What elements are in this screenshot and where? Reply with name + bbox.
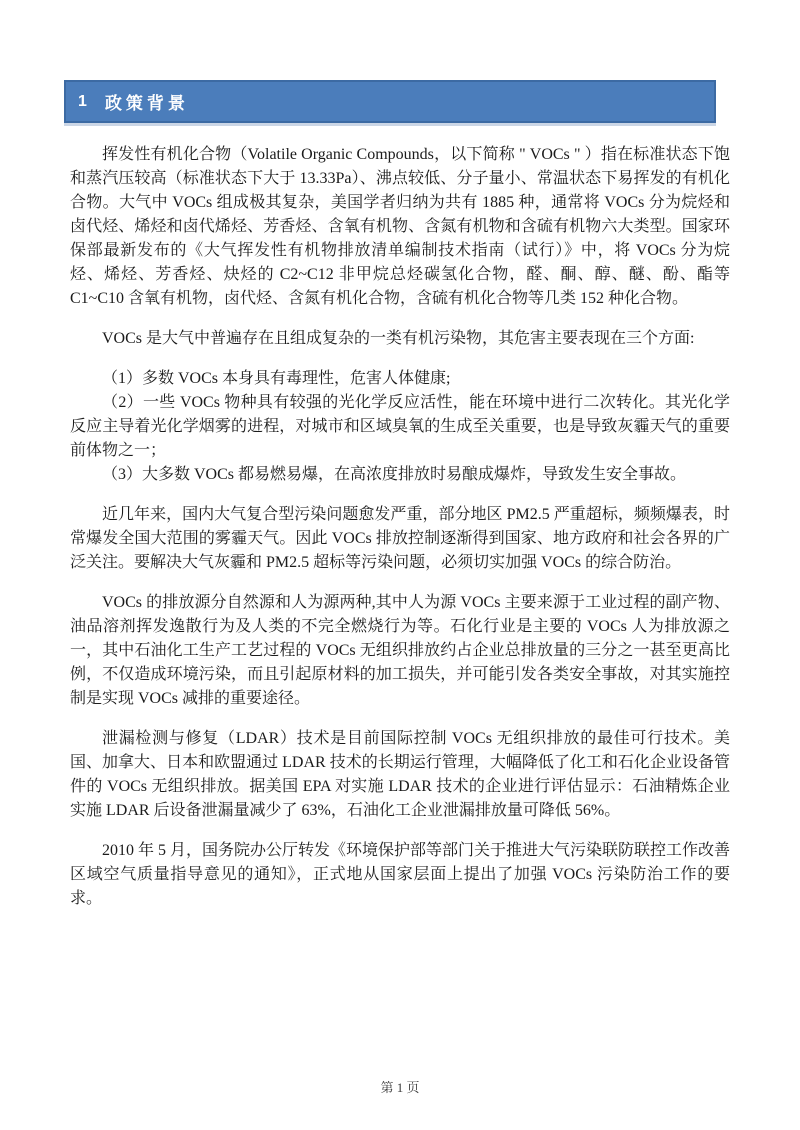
paragraph: （1）多数 VOCs 本身具有毒理性，危害人体健康; <box>102 370 451 387</box>
paragraph: 2010 年 5 月，国务院办公厅转发《环境保护部等部门关于推进大气污染联防联控工作改善区域空气质量指导意见的通知》，正式地从国家层面上提出了加强 VOCs 污染防治工作的要求。 <box>70 842 731 907</box>
paragraph: （3）大多数 VOCs 都易燃易爆，在高浓度排放时易酿成爆炸，导致发生安全事故。 <box>102 466 687 483</box>
paragraph: 泄漏检测与修复（LDAR）技术是目前国际控制 VOCs 无组织排放的最佳可行技术。美国、加拿大、日本和欧盟通过 LDAR 技术的长期运行管理，大幅降低了化工和石化企业设备管件的 VOCs 无组织排放。据美国 EPA 对实施 LDAR 技术的企业进行评估显示：石油精炼企业实施 LDAR 后设备泄漏量减少了 63%，石油化工企业泄漏排放量可降低 56%。 <box>70 730 730 819</box>
section-heading-number: 1 <box>78 92 87 110</box>
paragraph: 挥发性有机化合物（Volatile Organic Compounds，以下简称 " VOCs " ）指在标准状态下饱和蒸汽压较高（标准状态下大于 13.33Pa）、沸点较低、分子量小、常温状态下易挥发的有机化合物。大气中 VOCs 组成极其复杂，美国学者归纳为共有 1885 种，通常将 VOCs 分为烷烃和卤代烃、烯烃和卤代烯烃、芳香烃、含氧有机物、含氮有机物和含硫有机物六大类型。国家环保部最新发布的《大气挥发性有机物排放清单编制技术指南（试行）》中，将 VOCs 分为烷烃、烯烃、芳香烃、炔烃的 C2~C12 非甲烷总烃碳氢化合物，醛、酮、醇、醚、酚、酯等 C1~C10 含氧有机物，卤代烃、含氮有机化合物，含硫有机化合物等几类 152 种化合物。 <box>70 146 730 307</box>
page-number-label: 第 1 页 <box>380 1080 420 1095</box>
document-body <box>70 123 730 911</box>
paragraph: 近几年来，国内大气复合型污染问题愈发严重，部分地区 PM2.5 严重超标，频频爆表，时常爆发全国大范围的雾霾天气。因此 VOCs 排放控制逐渐得到国家、地方政府和社会各界的广泛关注。要解决大气灰霾和 PM2.5 超标等污染问题，必须切实加强 VOCs 的综合防治。 <box>70 506 730 571</box>
section-heading-title: 政策背景 <box>104 94 189 113</box>
section-heading-bar <box>64 80 716 123</box>
paragraph: VOCs 是大气中普遍存在且组成复杂的一类有机污染物，其危害主要表现在三个方面: <box>102 330 695 347</box>
paragraph: VOCs 的排放源分自然源和人为源两种,其中人为源 VOCs 主要来源于工业过程的副产物、油品溶剂挥发逸散行为及人类的不完全燃烧行为等。石化行业是主要的 VOCs 人为排放源之一，其中石油化工生产工艺过程的 VOCs 无组织排放约占企业总排放量的三分之一甚至更高比例，不仅造成环境污染，而且引起原材料的加工损失，并可能引发各类安全事故，对其实施控制是实现 VOCs 减排的重要途径。 <box>70 594 730 707</box>
page-footer <box>0 1077 800 1096</box>
paragraph: （2）一些 VOCs 物种具有较强的光化学反应活性，能在环境中进行二次转化。其光化学反应主导着光化学烟雾的进程，对城市和区域臭氧的生成至关重要，也是导致灰霾天气的重要前体物之一； <box>70 394 730 459</box>
